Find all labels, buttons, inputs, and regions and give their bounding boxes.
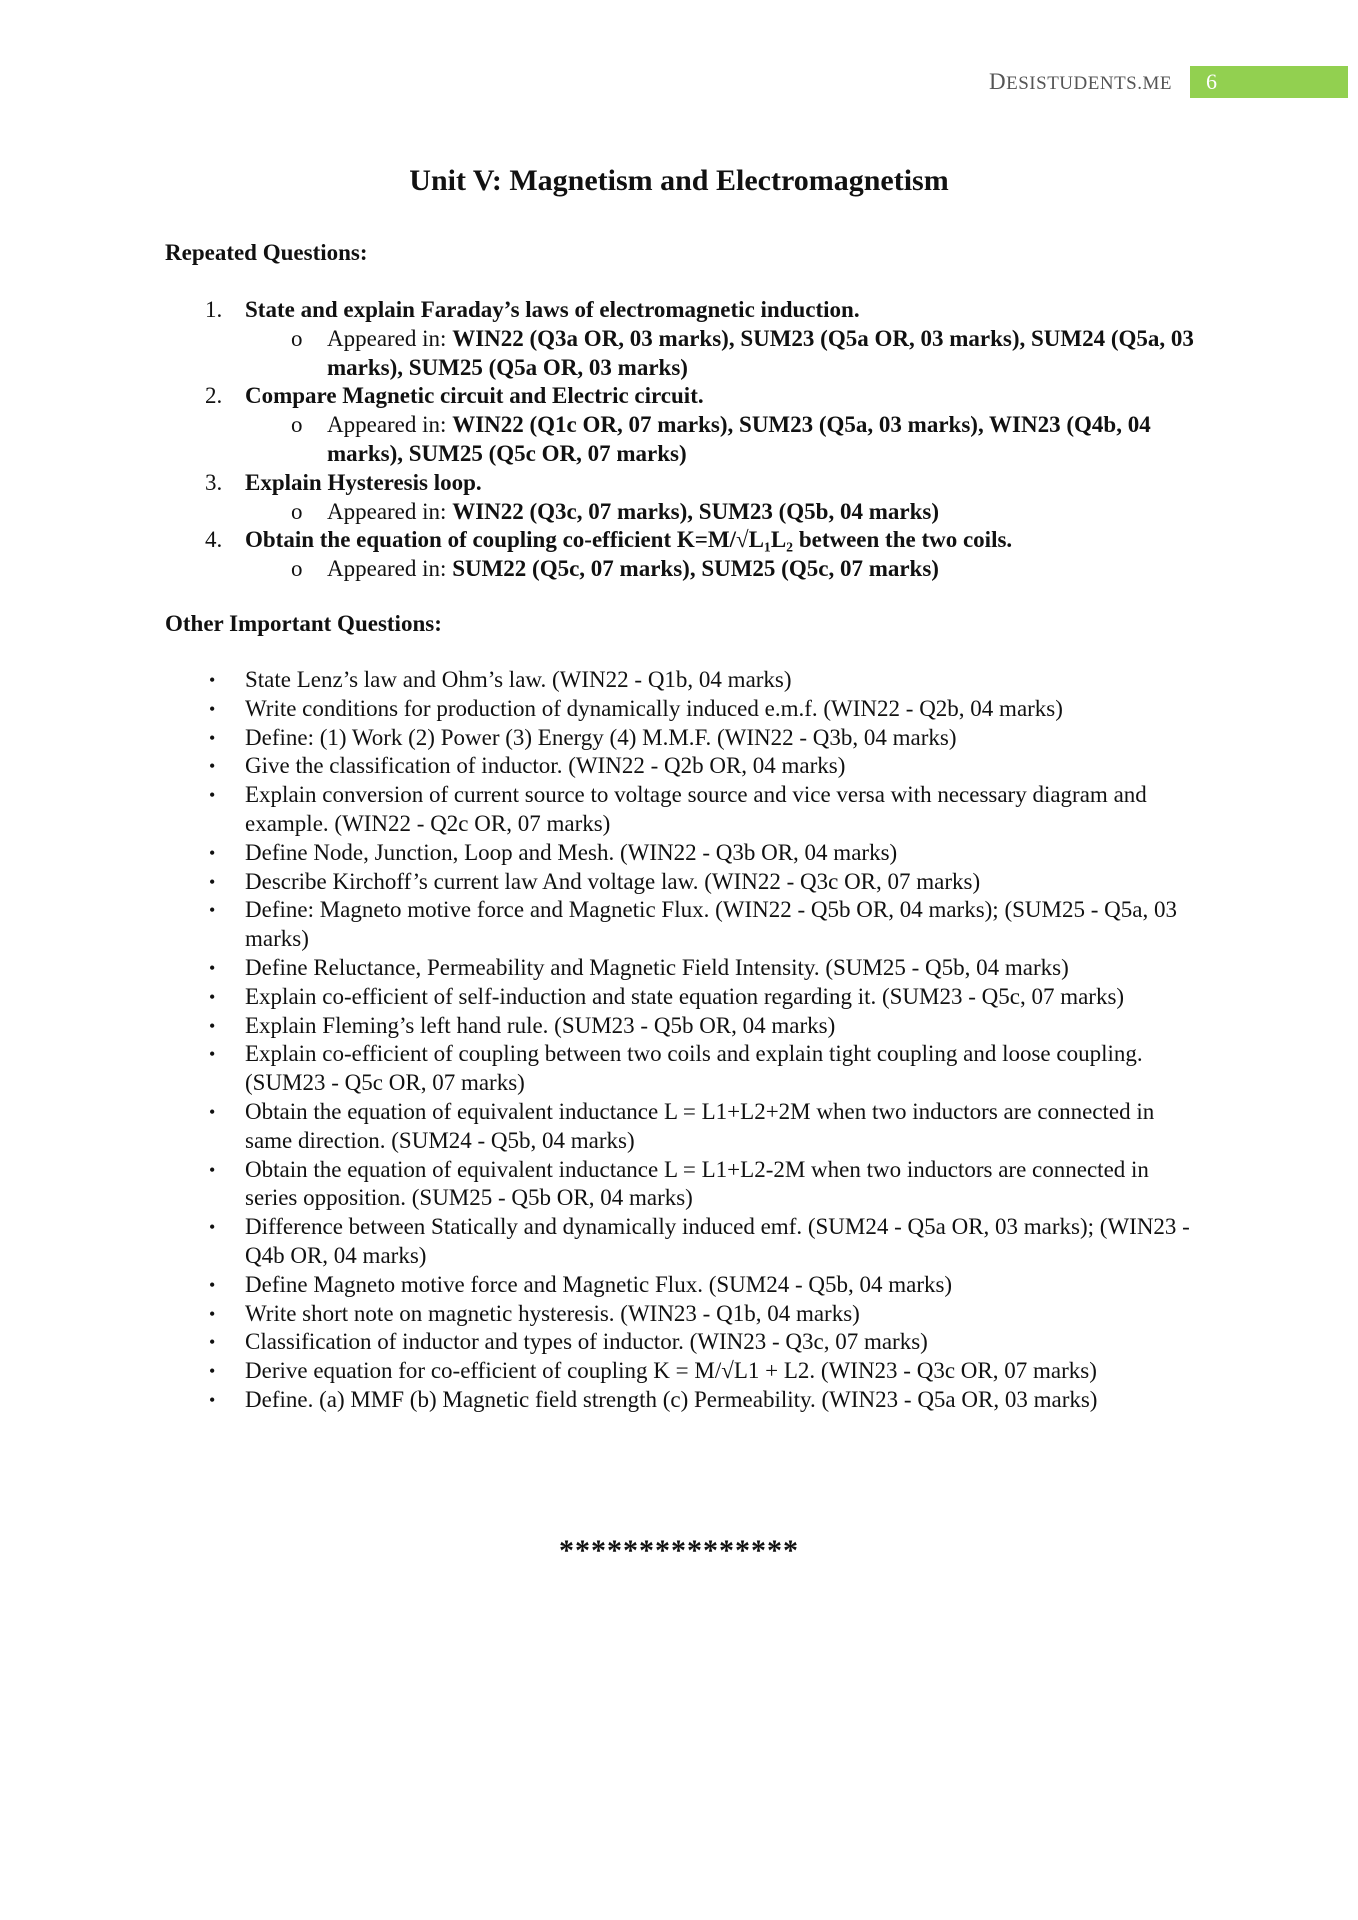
repeated-question — [165, 382, 1205, 468]
appeared-in — [165, 555, 1205, 584]
bullet: • — [209, 1159, 216, 1180]
sub-bullet: o — [291, 556, 303, 582]
list-item — [165, 1040, 1200, 1098]
appeared-label: Appeared in: — [327, 412, 453, 438]
repeated-questions-heading: Repeated Questions: — [165, 240, 368, 265]
bullet: • — [209, 1274, 216, 1295]
list-item — [165, 896, 1200, 954]
question-text: Define Node, Junction, Loop and Mesh. (WIN22 - Q3b OR, 04 marks) — [245, 839, 898, 865]
list-item — [165, 1300, 1200, 1329]
appeared-value: WIN22 (Q1c OR, 07 marks), SUM23 (Q5a, 03 marks), WIN23 (Q4b, 04 marks), SUM25 (Q5c OR, 07 marks) — [327, 412, 1151, 466]
bullet: • — [209, 670, 216, 690]
list-item — [165, 983, 1200, 1012]
bullet: • — [209, 871, 216, 892]
bullet: • — [209, 986, 216, 1007]
appeared-label: Appeared in: — [327, 325, 453, 351]
end-separator: *************** — [559, 1534, 799, 1567]
question-text: Write conditions for production of dynamically induced e.m.f. (WIN22 - Q2b, 04 marks) — [245, 695, 1063, 721]
page-number: 6 — [1190, 66, 1348, 98]
question-text: Explain Hysteresis loop. — [245, 469, 482, 495]
repeated-question — [165, 469, 1205, 527]
question-text: State and explain Faraday’s laws of electromagnetic induction. — [245, 297, 860, 322]
other-questions-heading: Other Important Questions: — [165, 611, 442, 636]
bullet: • — [209, 1044, 216, 1065]
appeared-label: Appeared in: — [327, 498, 453, 524]
list-item — [165, 695, 1200, 724]
question-text: State Lenz’s law and Ohm’s law. (WIN22 - Q1b, 04 marks) — [245, 667, 792, 692]
sub-bullet: o — [291, 325, 303, 351]
question-text: Derive equation for co-efficient of coupling K = M/√L1 + L2. (WIN23 - Q3c OR, 07 marks) — [245, 1358, 1097, 1384]
sub-bullet: o — [291, 498, 303, 524]
question-text: Explain Fleming’s left hand rule. (SUM23 - Q5b OR, 04 marks) — [245, 1012, 836, 1038]
page-title: Unit V: Magnetism and Electromagnetism — [409, 164, 949, 197]
question-text: Explain co-efficient of self-induction and state equation regarding it. (SUM23 - Q5c, 07 marks) — [245, 983, 1125, 1009]
question-text: Compare Magnetic circuit and Electric circuit. — [245, 383, 704, 409]
question-text: Define Magneto motive force and Magnetic Flux. (SUM24 - Q5b, 04 marks) — [245, 1271, 953, 1297]
list-item — [165, 666, 1200, 695]
list-item — [165, 1328, 1200, 1357]
site-name-initial: D — [989, 69, 1007, 94]
bullet: • — [209, 727, 216, 748]
appeared-in — [165, 325, 1205, 383]
list-item — [165, 1012, 1200, 1041]
bullet: • — [209, 785, 216, 806]
repeated-question — [165, 296, 1205, 382]
site-name-rest: ESISTUDENTS.ME — [1006, 73, 1172, 94]
question-text: Obtain the equation of coupling co-efficient K=M/√L₁L₂ between the two coils. — [245, 527, 1013, 553]
bullet: • — [209, 698, 216, 719]
question-number: 3. — [205, 469, 223, 495]
question-text: Give the classification of inductor. (WIN22 - Q2b OR, 04 marks) — [245, 753, 846, 779]
repeated-questions-list — [165, 296, 1205, 584]
appeared-in — [165, 498, 1205, 527]
question-text: Classification of inductor and types of inductor. (WIN23 - Q3c, 07 marks) — [245, 1329, 928, 1355]
question-text: Write short note on magnetic hysteresis. (WIN23 - Q1b, 04 marks) — [245, 1300, 860, 1326]
bullet: • — [209, 957, 216, 978]
list-item — [165, 1213, 1200, 1271]
repeated-question — [165, 526, 1205, 584]
question-number: 2. — [205, 383, 223, 409]
list-item — [165, 724, 1200, 753]
list-item — [165, 1271, 1200, 1300]
list-item — [165, 1098, 1200, 1156]
appeared-value: SUM22 (Q5c, 07 marks), SUM25 (Q5c, 07 marks) — [452, 556, 939, 582]
bullet: • — [209, 842, 216, 863]
question-text: Define Reluctance, Permeability and Magnetic Field Intensity. (SUM25 - Q5b, 04 marks) — [245, 954, 1069, 980]
other-questions-list — [165, 666, 1200, 1415]
list-item — [165, 1156, 1200, 1214]
list-item — [165, 954, 1200, 983]
question-text: Define: (1) Work (2) Power (3) Energy (4) M.M.F. (WIN22 - Q3b, 04 marks) — [245, 724, 957, 750]
list-item — [165, 868, 1200, 897]
appeared-label: Appeared in: — [327, 556, 453, 582]
sub-bullet: o — [291, 412, 303, 438]
appeared-in — [165, 411, 1205, 469]
question-text: Define: Magneto motive force and Magnetic Flux. (WIN22 - Q5b OR, 04 marks); (SUM25 - Q5a, 03 marks) — [245, 897, 1177, 952]
question-text: Difference between Statically and dynamically induced emf. (SUM24 - Q5a OR, 03 marks); (WIN23 - Q4b OR, 04 marks) — [245, 1214, 1190, 1268]
bullet: • — [209, 1361, 216, 1382]
question-number: 1. — [205, 297, 223, 322]
list-item — [165, 1386, 1200, 1415]
list-item — [165, 781, 1200, 839]
question-text: Explain conversion of current source to voltage source and vice versa with necessary diagram and example. (WIN22 - Q2c OR, 07 marks) — [245, 782, 1147, 836]
question-text: Obtain the equation of equivalent inductance L = L1+L2+2M when two inductors are connected in same direction. (SUM24 - Q5b, 04 marks) — [245, 1098, 1155, 1153]
question-number: 4. — [205, 527, 223, 553]
bullet: • — [209, 1101, 216, 1122]
bullet: • — [209, 1015, 216, 1036]
question-text: Obtain the equation of equivalent inductance L = L1+L2-2M when two inductors are connected in series opposition. (SUM25 - Q5b OR, 04 marks) — [245, 1156, 1149, 1211]
bullet: • — [209, 1217, 216, 1238]
bullet: • — [209, 1389, 216, 1410]
appeared-value: WIN22 (Q3a OR, 03 marks), SUM23 (Q5a OR, 03 marks), SUM24 (Q5a, 03 marks), SUM25 (Q5a OR, 03 marks) — [327, 325, 1194, 380]
list-item — [165, 839, 1200, 868]
list-item — [165, 1357, 1200, 1386]
site-name — [989, 69, 1172, 95]
question-text: Define. (a) MMF (b) Magnetic field strength (c) Permeability. (WIN23 - Q5a OR, 03 marks) — [245, 1386, 1098, 1412]
question-text: Describe Kirchoff’s current law And voltage law. (WIN22 - Q3c OR, 07 marks) — [245, 868, 981, 894]
bullet: • — [209, 900, 216, 921]
question-text: Explain co-efficient of coupling between two coils and explain tight coupling and loose coupling. (SUM23 - Q5c OR, 07 marks) — [245, 1041, 1143, 1096]
list-item — [165, 752, 1200, 781]
bullet: • — [209, 1332, 216, 1353]
appeared-value: WIN22 (Q3c, 07 marks), SUM23 (Q5b, 04 marks) — [452, 498, 939, 524]
bullet: • — [209, 1303, 216, 1324]
bullet: • — [209, 756, 216, 777]
